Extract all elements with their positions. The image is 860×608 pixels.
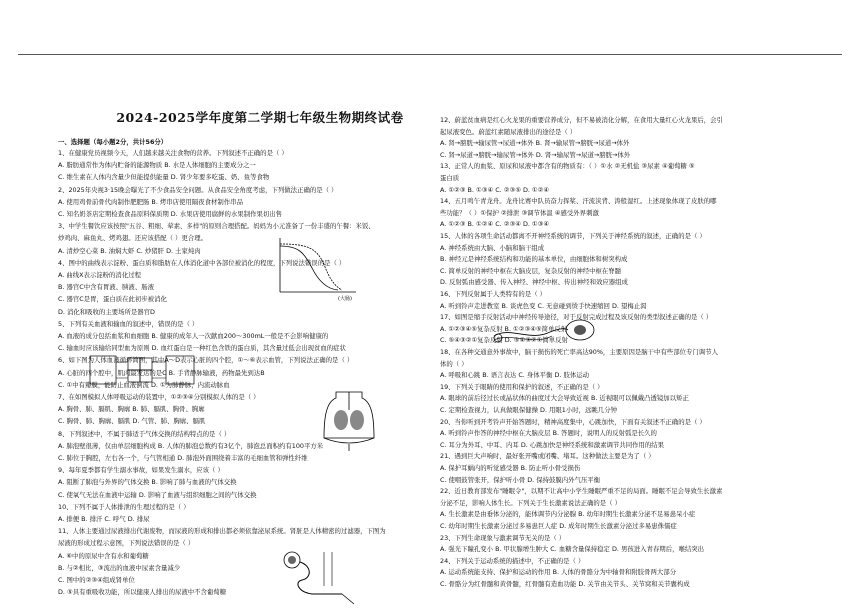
question-line: 14、五月鸣午青龙舟。龙舟比赛中队员奋力挥桨、汗流浃背、涛般湿红。上述现象体现了皮肤的哪 [440, 197, 717, 206]
question-line: A. 胸骨、肺、膈肌、胸廓 B. 肺、膈肌、胸骨、胸廓 [58, 405, 205, 414]
top-rule [18, 54, 842, 55]
digestion-curve-figure [268, 234, 360, 304]
question-line: C. 器官C是胃，蛋白质在此初步被消化 [58, 295, 167, 304]
question-line: 22、近日教育部发布"睡眠令"，以期不让高中小学生睡眠严重不足的局面。睡眠不足会导致生长激素 [440, 487, 723, 496]
exam-title: 2024-2025学年度第二学期七年级生物期终试卷 [116, 110, 404, 125]
question-line: A. 神经系统由大脑、小脑和脑干组成 [440, 243, 545, 252]
question-line: 15、人体的各项生命活动都离不开神经系统的调节，下列关于神经系统的叙述，正确的是（ ） [440, 232, 706, 240]
question-line: 尿液的形成过程示意图，下列说法错误的是（ ） [58, 539, 195, 548]
section-heading: 一、选择题（每小题2分，共计56分） [58, 138, 168, 146]
question-line: 1、在健康党员视频今天，人们越来越关注食物的营养。下列叙述不正确的是（ ） [58, 149, 288, 157]
question-line: 7、在如图模拟人体呼吸运动的装置中，①②③④分别模拟人体的是（ ） [58, 393, 260, 401]
question-line: A. 清炒空心菜 B. 油焖大虾 C. 炒猪肝 D. 土家炖肉 [58, 246, 201, 255]
question-line: C. ①中有瓣膜，能防止血液倒流 D. ①为肺静脉，内流动脉血 [58, 380, 230, 389]
question-line: 11、人体主要通过尿液排出代谢废物，而尿液的形成和排出都必须依靠泌尿系统。肾脏是人体精密的过滤器，下图为 [58, 527, 386, 536]
question-line: A. ①②③ B. ①②④ C. ②③④ D. ①③④ [440, 220, 550, 229]
question-line: C. ⑤④③②①复杂反射 D. ⑤④③②①简单反射 [440, 336, 568, 345]
nephron-figure [272, 546, 362, 608]
question-line: A. 肺泡壁很薄，仅由单层细胞构成 B. 人体的肺泡总数约有3亿个，肺泡总面积约有100平方米 [58, 441, 324, 450]
question-line: A. 排便 B. 排汗 C. 呼气 D. 排尿 [58, 515, 150, 523]
question-line: 18、在各种交通意外事故中，脑干损伤的死亡率高达90%，主要原因是脑干中有些部位专门调节人 [440, 348, 718, 356]
question-line: 13、正常人的血浆、原尿和尿液中都含有的物质有：（ ）①水 ②无机盐 ③尿素 ④葡萄糖 ⑤ [440, 162, 695, 171]
question-line: C. 肾→尿道→膀胱→输尿管→体外 D. 肾→输尿管→尿道→膀胱→体外 [440, 150, 631, 159]
question-line: A. 运动系统能支持、保护和运动的作用 B. 人体的骨骼分为中轴骨和附肢骨两大部分 [440, 568, 677, 577]
question-line: A. 听到铃声走进教室 B. 谈虎色变 C. 无意碰到烫手快速缩回 D. 望梅止渴 [440, 301, 647, 310]
question-line: C. 胸骨、肺、胸廓、膈肌 D. 气管、肺、胸廓、膈肌 [58, 417, 206, 426]
question-line: 炒鸡肉、麻鱼丸、烤鸡翅。还应该搭配（ ）更合理。 [58, 234, 208, 243]
question-line: C. 耳分为外耳、中耳、内耳 D. 心跳加快是神经系统和激素调节共同作用的结果 [440, 440, 665, 449]
question-line: C. 维生素在人体内含量少但能提供能量 D. 肾少年要多吃蛋、奶、鱼等食物 [58, 173, 270, 182]
question-line: A. 使用鸡骨前骨代肉制作肥肥肠 B. 烤串店使用隔夜食材制作串品 [58, 197, 243, 206]
question-line: B. 器官C中含有胃液、胰液、肠液 [58, 283, 154, 292]
question-line: A. ①②③④⑤复杂反射 B. ①②③④⑤简单反射 [440, 324, 568, 333]
graph-xlabel: (大肠) [338, 296, 352, 302]
question-line: 蛋白质 [440, 174, 460, 182]
question-line: C. 使咽鼓管张开，保护听小骨 D. 保持鼓膜内外气压平衡 [440, 475, 601, 484]
question-line: 9、每年夏季都有学生溺水事故，如果发生溺水，应该（ ） [58, 466, 224, 475]
question-line: C. 使氧气无法在血液中运输 D. 影响了血液与组织细胞之间的气体交换 [58, 490, 257, 499]
question-line: D. 消化和吸收的主要场所是器官D [58, 307, 155, 316]
question-line: 5、下列有关血液和输血的叙述中，错误的是（ ） [58, 319, 199, 328]
question-line: 4、图中的曲线表示淀粉、蛋白质和脂肪在人体消化道中各部位被消化的程度，下列说法错误的是（ ） [58, 258, 346, 267]
question-line: C. 肺位于胸腔，左右各一个，与气管相通 D. 肺泡外面围绕着丰富的毛细血管和弹性纤维 [58, 454, 308, 462]
question-line: 24、下列关于运动系统的描述中，不正确的是（ ） [440, 556, 585, 565]
question-line: A. 血液的成分包括血浆和血细胞 B. 健康的成年人一次献血200～300mL一般是不会影响健康的 [58, 332, 329, 340]
question-line: A. 呼吸和心跳 B. 语言表达 C. 身体平衡 D. 肢体运动 [440, 371, 590, 380]
question-line: 8、下列叙述中，不属于肺适于气体交换的结构特点的是（ ） [58, 429, 231, 438]
question-line: 体的（ ） [440, 359, 468, 368]
question-line: C. 骨骼分为红骨髓和黄骨髓，红骨髓有造血功能 D. 关节由关节头、关节窝和关节囊构成 [440, 580, 690, 588]
question-line: 23、下列生命现象与激素调节无关的是（ ） [440, 533, 566, 542]
question-line: A. 保护耳蜗内的听觉感受器 B. 防止听小骨受损伤 [440, 464, 581, 472]
question-line: A. ①②③ B. ①③④ C. ②③⑤ D. ①②④ [440, 185, 550, 194]
question-line: A. 阻断了肺泡与外界的气体交换 B. 影响了肺与血液的气体交换 [58, 478, 237, 487]
question-line: 16、下列反射属于人类特有的是（ ） [440, 290, 547, 298]
question-line: A. ⑥中的原尿中含有水和葡萄糖 [58, 551, 149, 560]
question-line: 些功能？（ ）①保护 ②排泄 ③调节体温 ④感受外界刺激 [440, 208, 599, 217]
question-line: A. 心脏的四个腔中，肌肉最发达的是C B. 手背静脉输液，药物最先到达B [58, 368, 265, 377]
breathing-model-figure [318, 388, 380, 452]
question-line: 21、遇到巨大声响时，最好张开嘴或闭嘴、堵耳。这种做法主要是为了（ ） [440, 452, 655, 461]
question-line: C. 图中的②③④组成肾单位 [58, 576, 135, 584]
question-line: 17、如图是缩手反射活动中神经传导途径，对于反射完成过程及该反射的类型叙述正确的是（ ） [440, 313, 713, 322]
question-line: D. 反射弧由感受器、传入神经、神经中枢、传出神经和效应器组成 [440, 278, 628, 287]
question-line: 12、蔚蓝贫血病是红心火龙果的重要营养成分，但不易被消化分解，在食用大量红心火龙果后，会引 [440, 116, 723, 124]
question-line: 分泌不足，影响人体生长。下列关于生长激素说法正确的是（ ） [440, 498, 621, 507]
question-line: A. 听到铃声作答的神经中枢在大脑皮层 B. 答题时，说明人的反射弧是长久的 [440, 429, 657, 438]
question-line: B. 与②相比，③流出的血液中尿素含量减少 [58, 563, 181, 572]
question-line: 6、如下图为人体血液循环简图，其中A～D表示心脏的四个腔，①～⑥表示血管，下列说法正确的是（ ） [58, 356, 354, 365]
question-line: C. 知名奶茶店定期检查食品原料保质期 D. 水果店使用腐鲜的水果制作果切出售 [58, 210, 283, 218]
question-line: 起尿液变色。蔚蓝红素随尿液排出的途径是（ ） [440, 127, 577, 136]
question-line: 10、下列不属于人体排泄的生理过程的是（ ） [58, 502, 190, 511]
question-line: A. 脂肪通常作为体内贮备的能源物质 B. 水是人体细胞的主要成分之一 [58, 161, 256, 170]
question-line: A. 生长激素是由垂体分泌的，能体调节内分泌腺 B. 幼年时期生长激素分泌不足易患呆小症 [440, 510, 696, 519]
question-line: 20、当你听到开考铃声开始答题时，精神高度集中，心跳加快，下面有关叙述不正确的是（ ） [440, 417, 706, 426]
question-line: 3、中学生餐饮应该按照"五谷、粗细、荤素、多样"的原则合理搭配。妈妈为小元准备了一份丰盛的午餐：米饭、 [58, 222, 375, 231]
question-line: A. 眼球的前后径过长或晶状体的曲度过大会导致近视 B. 近视眼可以佩戴凸透镜加以矫正 [440, 394, 689, 403]
question-line: A. 肾→膀胱→输尿管→尿道→体外 B. 肾→输尿管→膀胱→尿道→体外 [440, 139, 630, 148]
question-line: A. 曲线X表示淀粉的消化过程 [58, 271, 141, 279]
question-line: 19、下列关于眼睛的使用和保护的叙述，不正确的是（ ） [440, 382, 604, 391]
question-line: 2、2025年央视3·15晚会曝光了不少食品安全问题。从食品安全角度考虑，下列做法正确的是（ ） [58, 185, 338, 194]
question-line: A. 强光下瞳孔变小 B. 甲状腺增生肿大 C. 血糖含量保持稳定 D. 男孩进入青春期后，喉结突出 [440, 545, 705, 554]
question-line: D. ⑤具有重吸收功能，所以健康人排出的尿液中不含葡萄糖 [58, 588, 227, 597]
reflex-arc-figure [490, 314, 610, 350]
question-line: C. 幼年时期生长激素分泌过多易患巨人症 D. 成年时期生长激素分泌过多易患侏儒症 [440, 522, 677, 530]
question-line: B. 神经元是神经系统结构和功能的基本单位，由细胞体和树突构成 [440, 255, 628, 264]
circulation-figure [88, 352, 208, 390]
question-line: C. 输血时应该输给同型血为原则 D. 血红蛋白是一种红色含铁的蛋白质，其含量过低会出现贫血的症状 [58, 344, 346, 353]
question-line: C. 定期检查视力，认真做眼保健操 D. 用眼1小时，远眺几分钟 [440, 406, 617, 414]
question-line: C. 简单反射的神经中枢在大脑皮层，复杂反射的神经中枢在脊髓 [440, 266, 622, 275]
